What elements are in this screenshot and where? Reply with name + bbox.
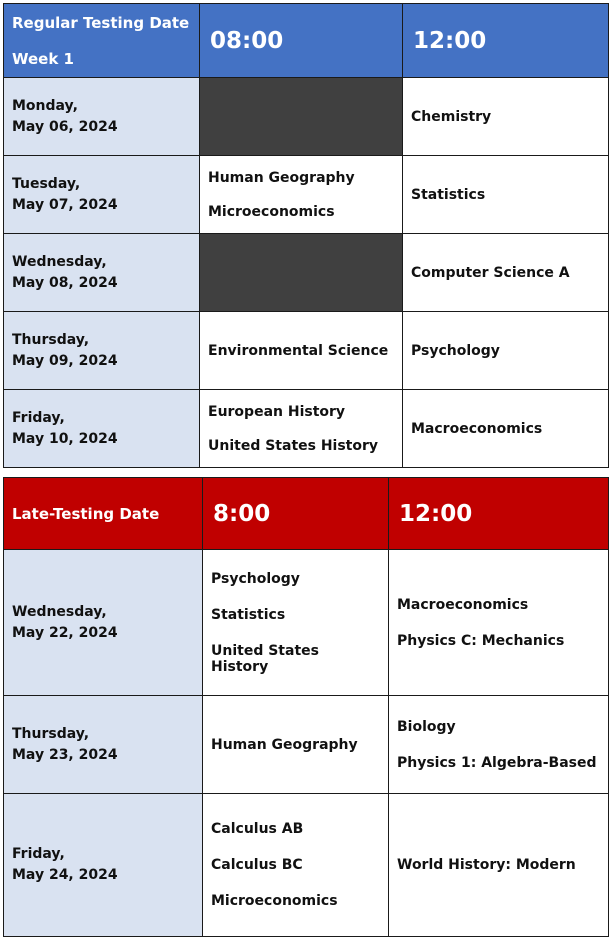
date-text: May 23, 2024 — [12, 746, 118, 763]
exam-name: Human Geography — [208, 169, 355, 186]
date-day: Friday, — [12, 846, 65, 862]
regular-title-line1: Regular Testing Date — [12, 13, 190, 32]
am-exam-cell — [200, 390, 403, 468]
date-cell — [4, 696, 203, 794]
date-cell — [4, 234, 200, 312]
blocked-cell — [200, 78, 403, 156]
date-cell — [4, 78, 200, 156]
date-text: May 10, 2024 — [12, 430, 118, 447]
exam-name: Microeconomics — [208, 203, 335, 220]
exam-name: Macroeconomics — [411, 420, 543, 437]
date-day: Monday, — [12, 97, 78, 114]
regular-header-row — [4, 4, 609, 78]
exam-name: Statistics — [411, 186, 486, 203]
date-text: May 08, 2024 — [12, 274, 118, 291]
exam-name: World History: Modern — [397, 857, 576, 873]
date-day: Thursday, — [12, 331, 90, 348]
table-row — [4, 78, 609, 156]
exam-name: United States History — [211, 642, 319, 675]
exam-name: Physics C: Mechanics — [397, 632, 565, 649]
date-cell — [4, 312, 200, 390]
exam-name: Computer Science A — [411, 264, 570, 281]
exam-name: Statistics — [211, 606, 286, 623]
date-day: Tuesday, — [12, 175, 81, 192]
am-exam-cell — [203, 550, 389, 696]
regular-title-line2: Week 1 — [12, 49, 74, 68]
exam-name: European History — [208, 403, 346, 420]
table-row — [4, 794, 609, 937]
date-cell — [4, 390, 200, 468]
table-row — [4, 156, 609, 234]
late-header-row — [4, 478, 609, 550]
date-text: May 24, 2024 — [12, 867, 118, 883]
exam-name: Psychology — [211, 570, 300, 587]
exam-name: Psychology — [411, 342, 500, 359]
table-row — [4, 234, 609, 312]
regular-header-col-pm: 12:00 — [403, 4, 609, 78]
pm-exam-cell — [389, 794, 609, 937]
date-day: Thursday, — [12, 725, 90, 742]
exam-name: Biology — [397, 718, 456, 735]
blocked-cell — [200, 234, 403, 312]
date-day: Friday, — [12, 409, 65, 426]
table-row — [4, 390, 609, 468]
exam-name: Human Geography — [211, 736, 358, 753]
am-exam-cell — [200, 156, 403, 234]
exam-name: Calculus AB — [211, 821, 304, 837]
pm-exam-cell — [403, 156, 609, 234]
table-row — [4, 312, 609, 390]
am-exam-cell — [203, 794, 389, 937]
pm-exam-cell — [389, 550, 609, 696]
am-exam-cell — [203, 696, 389, 794]
regular-header-col-am: 08:00 — [200, 4, 403, 78]
date-cell — [4, 550, 203, 696]
late-header-title: Late-Testing Date — [4, 478, 203, 550]
exam-name: United States History — [208, 437, 379, 454]
late-testing-table — [3, 477, 609, 937]
regular-testing-table — [3, 3, 609, 468]
date-cell — [4, 794, 203, 937]
exam-name: Microeconomics — [211, 893, 338, 909]
date-day: Wednesday, — [12, 603, 107, 620]
table-row — [4, 550, 609, 696]
date-text: May 22, 2024 — [12, 624, 118, 641]
exam-name: Physics 1: Algebra-Based — [397, 754, 597, 771]
pm-exam-cell — [403, 390, 609, 468]
exam-name: Environmental Science — [208, 342, 389, 359]
pm-exam-cell — [403, 312, 609, 390]
exam-name: Chemistry — [411, 108, 492, 125]
date-day: Wednesday, — [12, 253, 107, 270]
date-text: May 07, 2024 — [12, 196, 118, 213]
regular-header-title — [4, 4, 200, 78]
pm-exam-cell — [403, 78, 609, 156]
date-text: May 06, 2024 — [12, 118, 118, 135]
date-cell — [4, 156, 200, 234]
table-row — [4, 696, 609, 794]
late-header-col-pm: 12:00 — [389, 478, 609, 550]
date-text: May 09, 2024 — [12, 352, 118, 369]
pm-exam-cell — [389, 696, 609, 794]
am-exam-cell — [200, 312, 403, 390]
exam-name: Calculus BC — [211, 857, 303, 873]
late-header-col-am: 8:00 — [203, 478, 389, 550]
pm-exam-cell — [403, 234, 609, 312]
exam-name: Macroeconomics — [397, 596, 529, 613]
